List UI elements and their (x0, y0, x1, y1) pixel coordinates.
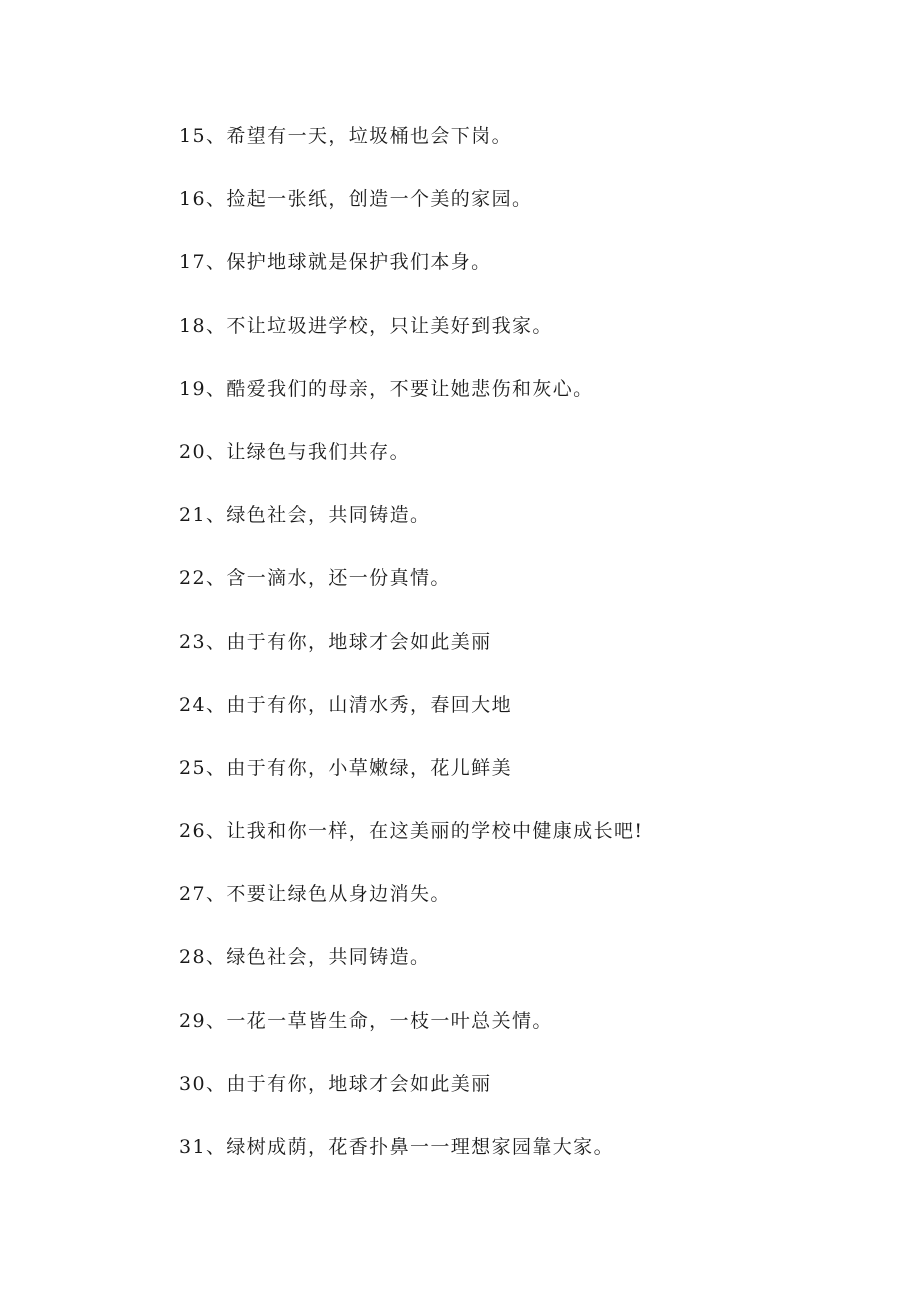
list-item: 24、由于有你，山清水秀，春回大地 (179, 693, 512, 716)
list-item: 25、由于有你，小草嫩绿，花儿鲜美 (179, 756, 512, 779)
list-item: 28、绿色社会，共同铸造。 (179, 946, 431, 969)
list-item: 22、含一滴水，还一份真情。 (179, 567, 451, 590)
list-item: 20、让绿色与我们共存。 (179, 440, 410, 463)
list-item: 19、酷爱我们的母亲，不要让她悲伤和灰心。 (179, 377, 594, 400)
list-item: 17、保护地球就是保护我们本身。 (179, 251, 492, 274)
list-item: 27、不要让绿色从身边消失。 (179, 883, 451, 906)
list-item: 23、由于有你，地球才会如此美丽 (179, 630, 492, 653)
list-item: 18、不让垃圾进学校，只让美好到我家。 (179, 314, 553, 337)
list-item: 29、一花一草皆生命，一枝一叶总关情。 (179, 1009, 553, 1032)
list-item: 16、捡起一张纸，创造一个美的家园。 (179, 188, 533, 211)
list-item: 26、让我和你一样，在这美丽的学校中健康成长吧! (179, 820, 644, 843)
list-item: 15、希望有一天，垃圾桶也会下岗。 (179, 125, 512, 147)
slogan-list (179, 118, 879, 1192)
list-item: 21、绿色社会，共同铸造。 (179, 504, 431, 527)
list-item: 30、由于有你，地球才会如此美丽 (179, 1072, 492, 1095)
list-item: 31、绿树成荫，花香扑鼻一一理想家园靠大家。 (179, 1136, 614, 1158)
